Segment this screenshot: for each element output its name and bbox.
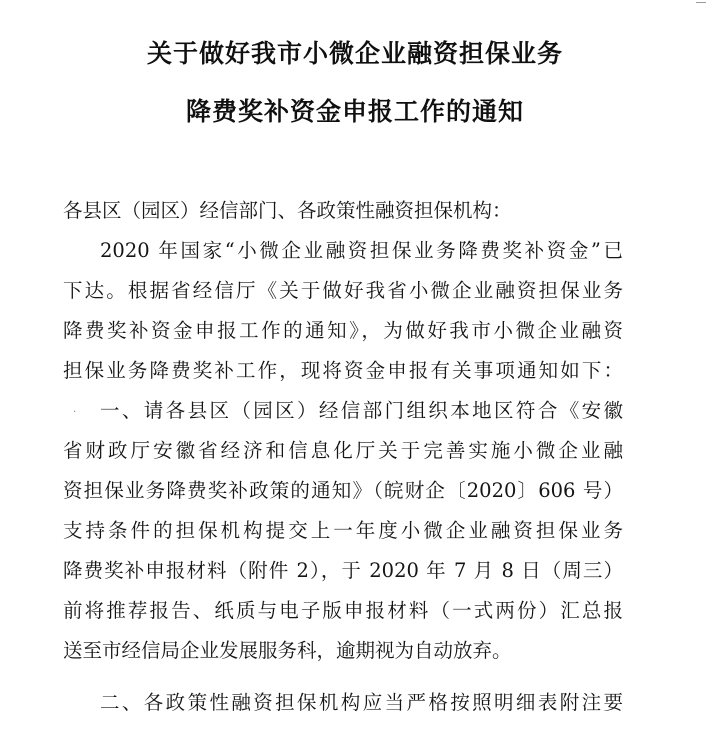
scan-corner-mark	[696, 2, 706, 9]
salutation: 各县区（园区）经信部门、各政策性融资担保机构：	[63, 199, 512, 222]
paragraph-2-line-4: 支持条件的担保机构提交上一年度小微企业融资担保业务	[63, 519, 623, 542]
paragraph-2-line-2: 省财政厅安徽省经济和信息化厅关于完善实施小微企业融	[63, 439, 623, 462]
paragraph-1-line-1: 2020 年国家“小微企业融资担保业务降费奖补资金”已	[100, 239, 623, 262]
document-title-line-2: 降费奖补资金申报工作的通知	[185, 97, 524, 126]
paragraph-2-line-6: 前将推荐报告、纸质与电子版申报材料（一式两份）汇总报	[63, 599, 623, 622]
paragraph-2-line-7: 送至市经信局企业发展服务科，逾期视为自动放弃。	[63, 639, 512, 662]
scan-speck: ·	[73, 407, 77, 418]
paragraph-2-line-3: 资担保业务降费奖补政策的通知》（皖财企〔2020〕606 号）	[63, 479, 623, 502]
paragraph-2-line-1: 一、请各县区（园区）经信部门组织本地区符合《安徽	[100, 399, 623, 422]
paragraph-3-line-1: 二、各政策性融资担保机构应当严格按照明细表附注要	[100, 691, 623, 714]
paragraph-1-line-4: 担保业务降费奖补工作，现将资金申报有关事项通知如下：	[63, 359, 623, 382]
document-title-line-1: 关于做好我市小微企业融资担保业务	[146, 39, 563, 68]
paragraph-1-line-3: 降费奖补资金申报工作的通知》，为做好我市小微企业融资	[63, 319, 623, 342]
paragraph-2-line-5: 降费奖补申报材料（附件 2），于 2020 年 7 月 8 日（周三）	[63, 559, 623, 582]
paragraph-1-line-2: 下达。根据省经信厅《关于做好我省小微企业融资担保业务	[63, 279, 623, 302]
